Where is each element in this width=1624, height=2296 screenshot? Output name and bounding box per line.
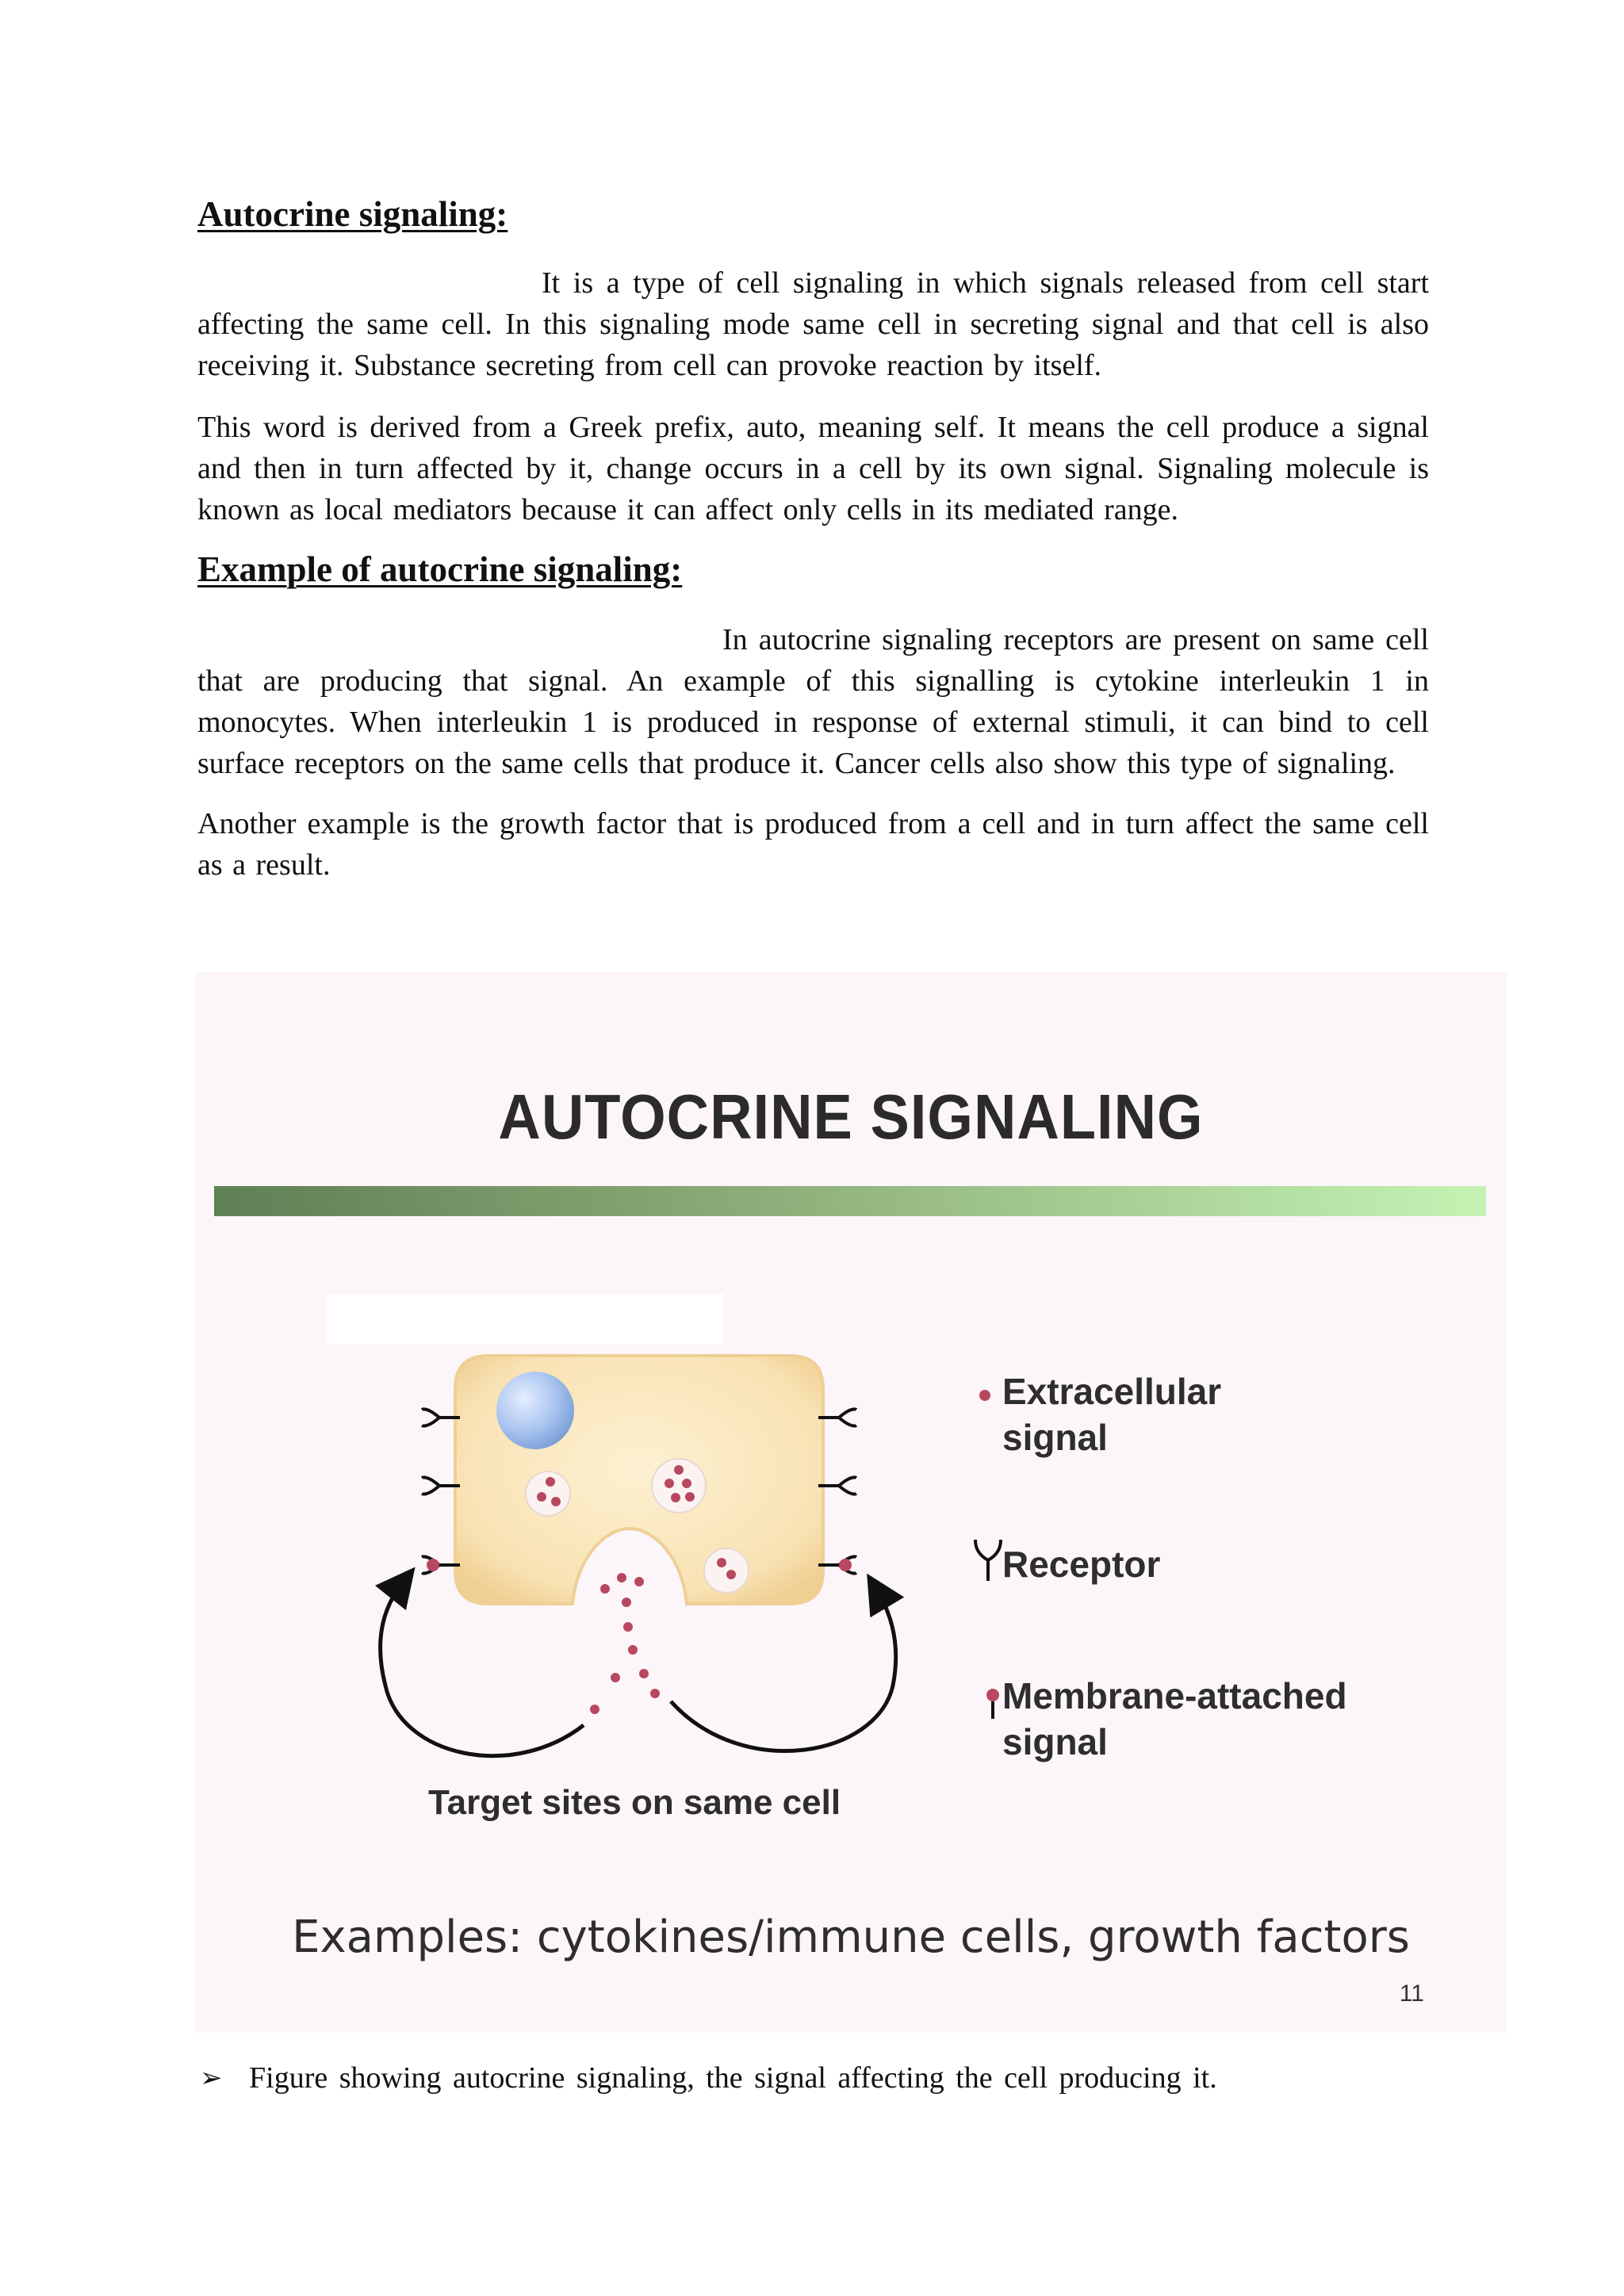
legend-receptor	[1002, 1541, 1160, 1587]
arrow-left-curve	[381, 1582, 584, 1756]
vesicle	[704, 1548, 749, 1593]
blank-patch	[327, 1294, 723, 1345]
legend-membrane	[1002, 1673, 1347, 1765]
autocrine-figure	[195, 972, 1507, 2033]
legend-extracellular-line1: Extracellular	[1002, 1371, 1222, 1412]
nucleus	[496, 1372, 574, 1449]
cell-diagram	[195, 972, 1507, 2033]
vesicle	[652, 1459, 706, 1513]
heading-example-autocrine: Example of autocrine signaling:	[197, 549, 683, 589]
legend-receptor-label: Receptor	[1002, 1544, 1161, 1585]
legend-extracellular	[1002, 1368, 1221, 1460]
paragraph-etymology: This word is derived from a Greek prefix, auto, meaning self. It means the cell produce a signal and then in turn affected by it, change occurs in a cell by its own signal. Signaling molecule is known as local mediators because it can affect only cells in its mediated range.	[197, 411, 1429, 526]
figure-title: AUTOCRINE SIGNALING	[498, 1081, 1204, 1153]
legend-extracellular-line2: signal	[1002, 1417, 1108, 1458]
bound-signal-right	[839, 1559, 852, 1571]
legend-membrane-line2: signal	[1002, 1721, 1108, 1762]
paragraph-example-growth-factor: Another example is the growth factor that is produced from a cell and in turn affect the same cell as a result.	[197, 807, 1429, 882]
legend-membrane-line1: Membrane-attached	[1002, 1675, 1347, 1716]
examples-line: Examples: cytokines/immune cells, growth factors	[292, 1911, 1410, 1963]
heading-autocrine-signaling: Autocrine signaling:	[197, 194, 508, 234]
secreted-signal-dots	[590, 1573, 660, 1714]
paragraph-example-interleukin: In autocrine signaling receptors are present on same cell that are producing that signal. An example of this signalling is cytokine interleukin 1 in monocytes. When interleukin 1 is produced in response of external stimuli, it can bind to cell surface receptors on the same cells that produce it. Cancer cells also show this type of signaling.	[197, 623, 1429, 780]
membrane-attached-signal-icon	[986, 1689, 999, 1719]
arrow-bullet-icon: ➢	[200, 2062, 223, 2094]
receptor-icon	[975, 1540, 1001, 1581]
figure-caption	[200, 2057, 1217, 2099]
arrow-right-curve	[671, 1590, 896, 1751]
extracellular-signal-icon	[979, 1390, 990, 1401]
figure-caption-text: Figure showing autocrine signaling, the signal affecting the cell producing it.	[249, 2061, 1217, 2095]
bound-signal-left	[427, 1559, 439, 1571]
paragraph-definition: It is a type of cell signaling in which signals released from cell start affecting the same cell. In this signaling mode same cell in secreting signal and that cell is also receiving it. Substance secreting from cell can provoke reaction by itself.	[197, 266, 1429, 382]
vesicle	[526, 1471, 570, 1516]
target-sites-label: Target sites on same cell	[428, 1783, 841, 1822]
slide-number: 11	[1399, 1980, 1424, 2007]
